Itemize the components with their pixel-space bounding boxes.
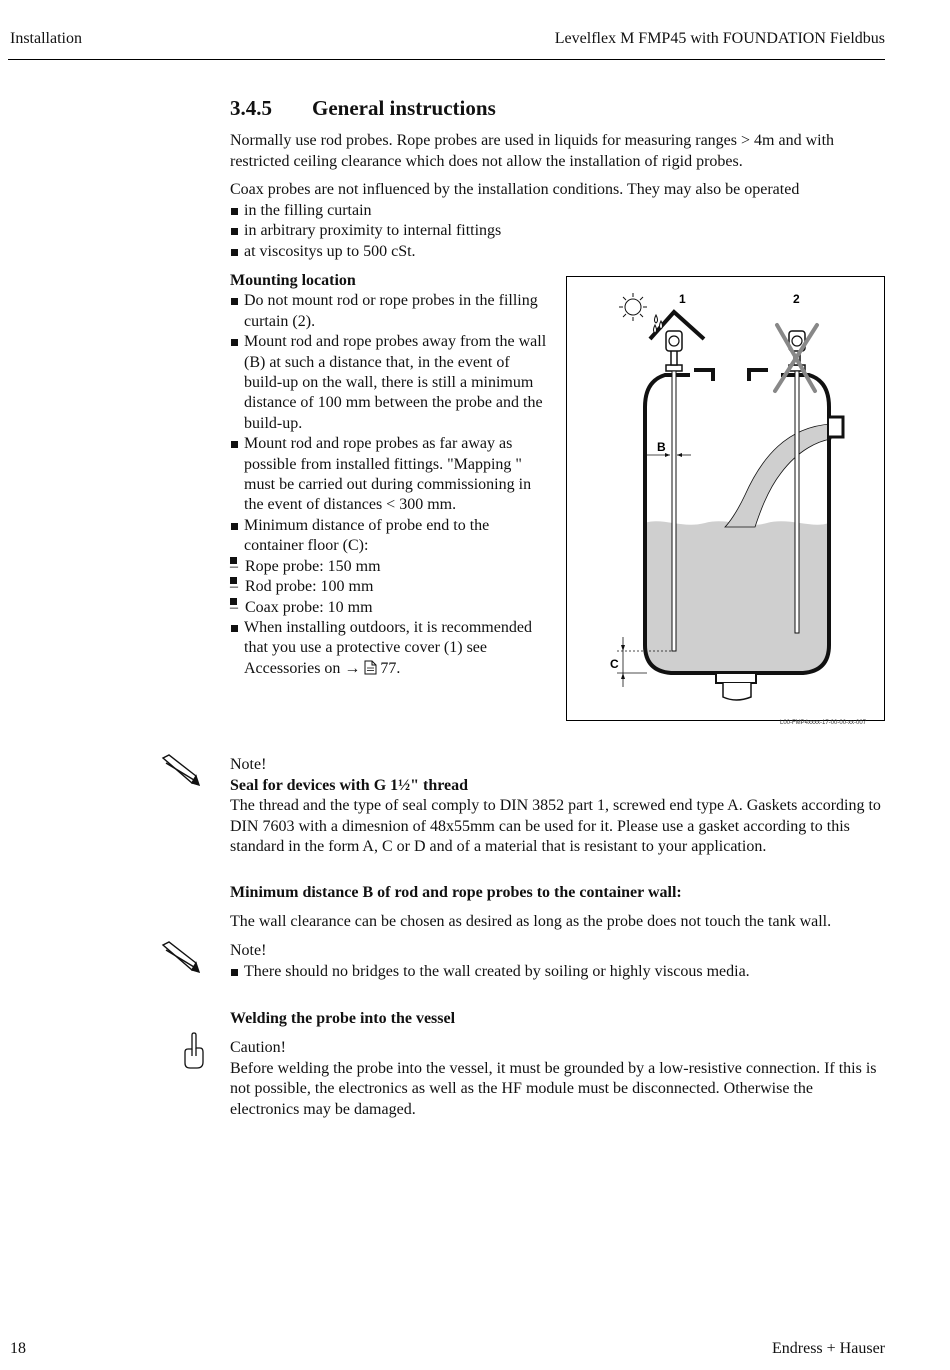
section-number: 3.4.5 [230, 96, 272, 120]
dimension-b-arrow [665, 453, 670, 457]
probe-1-rod [672, 371, 676, 651]
seal-text: The thread and the type of seal comply to DIN 3852 part 1, screwed end type A. Gaskets according to DIN 7603 with a dimesnion of 48x55mm can be used for it. Please use a gasket according to this standard in the form A, C or D and of a material that is resistant to your application. [230, 797, 881, 855]
list-item [230, 516, 550, 618]
list-item: Mount rod and rope probes as far away as possible from installed fittings. "Mapping " must be carried out during commissioning in the event of distances < 300 mm. [230, 434, 550, 516]
filling-curtain [725, 424, 831, 527]
figure-code: L00-FMP4xxxx-17-00-00-xx-007 [780, 720, 867, 726]
label-b: B [657, 440, 666, 454]
list-item: There should no bridges to the wall created by soiling or highly viscous media. [230, 962, 870, 983]
inlet-pipe [829, 417, 843, 437]
section-heading [230, 96, 496, 121]
note-pencil-icon [160, 941, 200, 975]
label-1: 1 [679, 292, 686, 306]
label-c: C [610, 657, 619, 671]
dimension-c-arrow-top [621, 645, 625, 651]
label-2: 2 [793, 292, 800, 306]
footer-brand: Endress + Hauser [772, 1340, 885, 1357]
coax-conditions-list [230, 201, 870, 263]
list-item: in the filling curtain [230, 201, 870, 222]
outdoor-text: When installing outdoors, it is recommended that you use a protective cover (1) see Accessories on → [244, 618, 532, 677]
note-bridges-block [230, 941, 870, 982]
list-item: at viscositys up to 500 cSt. [230, 242, 870, 263]
list-item: Mount rod and rope probes away from the wall (B) at such a distance that, in the event of build-up on the wall, there is still a minimum distance of 100 mm between the probe and the build-up. [230, 332, 550, 434]
header-document-title: Levelflex M FMP45 with FOUNDATION Fieldbus [554, 30, 885, 47]
note-bridges-list [230, 962, 870, 983]
page-reference-link[interactable]: 77. [380, 659, 401, 677]
floor-distance-list [230, 557, 550, 618]
note-label: Note! [230, 756, 267, 773]
section-title: General instructions [312, 96, 496, 120]
list-item: – Rod probe: 100 mm [230, 577, 550, 597]
welding-text: Before welding the probe into the vessel, it must be grounded by a low-resistive connection. If this is not possible, the electronics as well as the HF module must be disconnected. Otherwise the electronics may be damaged. [230, 1059, 877, 1118]
list-item: in arbitrary proximity to internal fittings [230, 221, 870, 242]
sun-icon [619, 293, 647, 321]
probe-2-rod [795, 371, 799, 633]
installation-figure [566, 276, 885, 721]
bottom-outlet [716, 673, 756, 683]
mounting-location-list [230, 291, 550, 679]
dimension-c-arrow-bottom [621, 673, 625, 679]
list-item: – Coax probe: 10 mm [230, 598, 550, 618]
coax-intro-text: Coax probes are not influenced by the installation conditions. They may also be operated [230, 181, 800, 198]
header-rule [8, 59, 885, 60]
min-distance-heading: Minimum distance B of rod and rope probes to the container wall: [230, 884, 682, 901]
probe-1-window [669, 336, 679, 346]
mounting-location-block [230, 271, 550, 679]
nozzle-right-flange [749, 370, 768, 381]
min-distance-text: The wall clearance can be chosen as desired as long as the probe does not touch the tank wall. [230, 913, 832, 930]
nozzle-left-flange [694, 370, 713, 381]
note-label: Note! [230, 942, 267, 959]
floor-distance-intro: Minimum distance of probe end to the container floor (C): [244, 516, 490, 555]
list-item: – Rope probe: 150 mm [230, 557, 550, 577]
caution-label: Caution! [230, 1039, 286, 1056]
caution-hand-icon [181, 1032, 207, 1070]
intro-paragraph-2 [230, 180, 870, 262]
tank-diagram [567, 277, 884, 720]
page-number: 18 [10, 1340, 26, 1357]
bottom-outlet-pipe [723, 683, 751, 700]
list-item: Do not mount rod or rope probes in the filling curtain (2). [230, 291, 550, 332]
welding-heading: Welding the probe into the vessel [230, 1010, 456, 1027]
caution-block [230, 1038, 885, 1120]
probe-2-window [792, 336, 802, 346]
mounting-location-heading: Mounting location [230, 272, 356, 289]
seal-heading: Seal for devices with G 1½" thread [230, 776, 469, 794]
note-seal-block [230, 755, 885, 858]
probe-1-flange [666, 365, 682, 371]
page-reference-icon [364, 660, 377, 675]
note-pencil-icon [160, 754, 200, 788]
list-item [230, 618, 550, 679]
intro-paragraph-1: Normally use rod probes. Rope probes are used in liquids for measuring ranges > 4m and with restricted ceiling clearance which does not allow the installation of rigid probes. [230, 132, 835, 170]
header-section-name: Installation [10, 30, 82, 47]
dimension-b-arrow-2 [677, 453, 682, 457]
